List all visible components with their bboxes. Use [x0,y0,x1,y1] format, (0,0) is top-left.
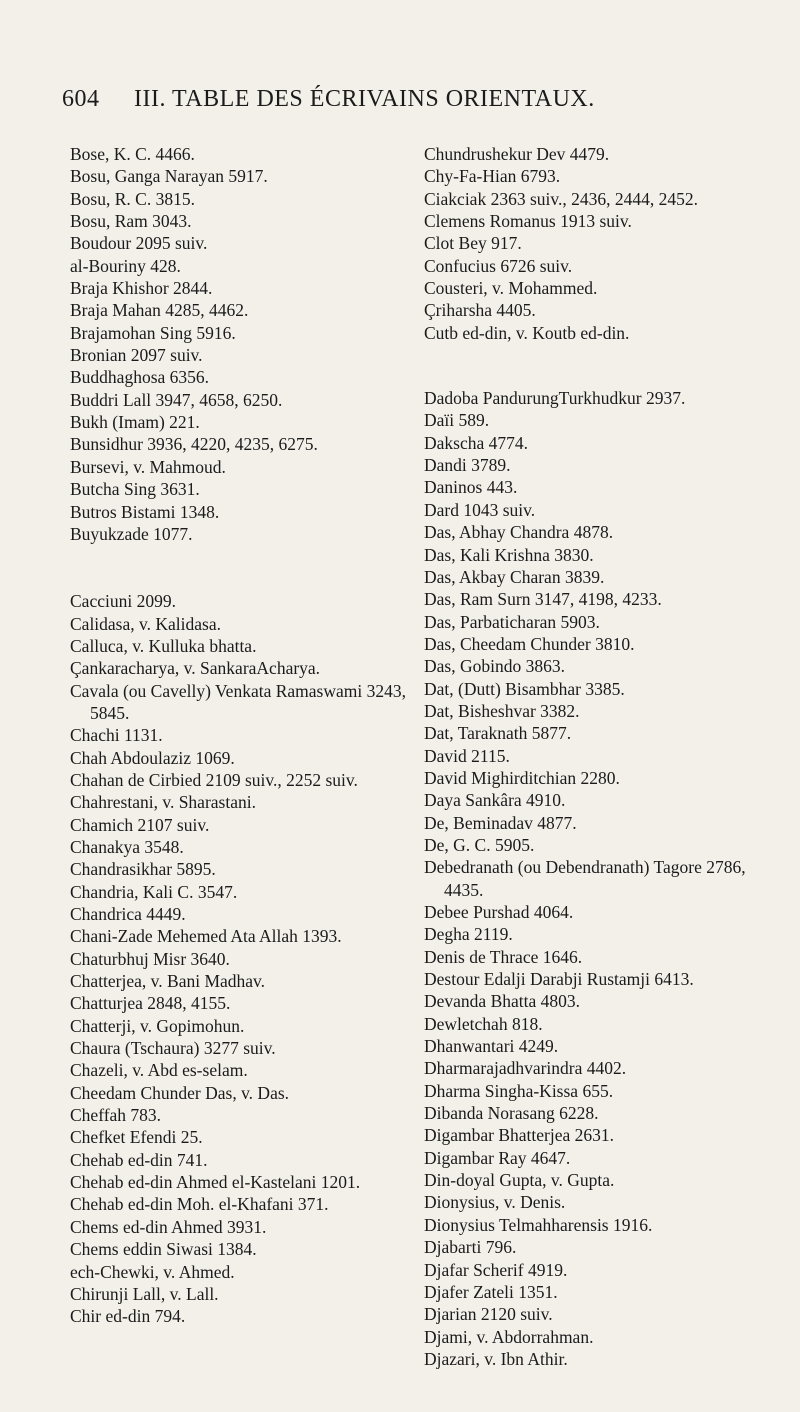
index-entry: Bunsidhur 3936, 4220, 4235, 6275. [70,434,318,455]
index-entry: Digambar Ray 4647. [424,1147,571,1168]
index-entry: Chy-Fa-Hian 6793. [424,166,561,187]
index-entry: Çriharsha 4405. [424,300,536,321]
index-entry: Das, Abhay Chandra 4878. [424,522,614,543]
index-entry: Dhanwantari 4249. [424,1036,559,1057]
index-entry: Chahan de Cirbied 2109 suiv., 2252 suiv. [70,769,358,790]
index-column-right [424,143,770,1370]
index-entry: Buyukzade 1077. [70,523,193,544]
index-entry: Clemens Romanus 1913 suiv. [424,211,632,232]
index-entry: Chaura (Tschaura) 3277 suiv. [70,1038,276,1059]
index-entry: Daïi 589. [424,410,490,431]
index-entry: Dionysius Telmahharensis 1916. [424,1214,653,1235]
page-number: 604 [62,86,100,112]
index-entry: Dharma Singha-Kissa 655. [424,1080,614,1101]
index-entry: Destour Edalji Darabji Rustamji 6413. [424,969,694,990]
index-entry: Chundrushekur Dev 4479. [424,144,610,164]
section-gap [70,545,410,590]
index-entry: Das, Ram Surn 3147, 4198, 4233. [424,589,662,610]
index-entry: David 2115. [424,745,510,766]
index-entry: David Mighirditchian 2280. [424,767,620,788]
index-entry: Djarian 2120 suiv. [424,1304,553,1325]
index-entry: Braja Khishor 2844. [70,278,213,299]
index-entry: Dewletchah 818. [424,1013,543,1034]
index-entry: Chani-Zade Mehemed Ata Allah 1393. [70,926,342,947]
index-entry: Dibanda Norasang 6228. [424,1103,599,1124]
index-entry: Chems eddin Siwasi 1384. [70,1239,257,1260]
index-entry: Bosu, Ganga Narayan 5917. [70,166,268,187]
index-entry: Chaturbhuj Misr 3640. [70,948,230,969]
index-entry: Clot Bey 917. [424,233,522,254]
index-entry: Djabarti 796. [424,1237,517,1258]
index-entry: Bose, K. C. 4466. [70,144,195,164]
index-entry: Dat, Taraknath 5877. [424,723,572,744]
index-entry: De, G. C. 5905. [424,834,535,855]
index-entry: Buddri Lall 3947, 4658, 6250. [70,389,283,410]
index-entry: Devanda Bhatta 4803. [424,991,580,1012]
index-entry: Calluca, v. Kulluka bhatta. [70,635,257,656]
index-entry: Boudour 2095 suiv. [70,233,208,254]
index-entry: Chanakya 3548. [70,836,184,857]
index-entry: Chirunji Lall, v. Lall. [70,1283,219,1304]
index-entry: Chazeli, v. Abd es-selam. [70,1060,248,1081]
page-title: III. TABLE DES ÉCRIVAINS ORIENTAUX. [134,86,595,112]
index-entry: Chahrestani, v. Sharastani. [70,792,256,813]
index-entry: Das, Akbay Charan 3839. [424,566,605,587]
index-entry: Debee Purshad 4064. [424,902,574,922]
index-entry: Das, Kali Krishna 3830. [424,544,594,565]
index-entry: Cheedam Chunder Das, v. Das. [70,1082,290,1103]
index-entry: Chatturjea 2848, 4155. [70,993,231,1014]
index-entry: Daya Sankâra 4910. [424,790,566,811]
index-entry: Djafer Zateli 1351. [424,1281,558,1302]
index-entry: Dat, Bisheshvar 3382. [424,700,580,721]
index-entry: Chems ed-din Ahmed 3931. [70,1216,267,1237]
index-entry: Dadoba PandurungTurkhudkur 2937. [424,388,686,409]
index-entry: Das, Parbaticharan 5903. [424,611,600,632]
index-entry: Bosu, Ram 3043. [70,211,192,232]
index-entry: Butcha Sing 3631. [70,479,200,500]
index-entry: Buddhaghosa 6356. [70,367,210,388]
index-entry: Din-doyal Gupta, v. Gupta. [424,1170,615,1191]
index-entry: Brajamohan Sing 5916. [70,322,236,343]
index-entry: Chamich 2107 suiv. [70,814,210,835]
index-entry: ech-Chewki, v. Ahmed. [70,1261,235,1282]
index-entry: Cavala (ou Cavelly) Venkata Ramaswami 3243, 5845. [70,680,406,723]
index-entry: Dakscha 4774. [424,432,529,453]
index-entry: Chachi 1131. [70,725,163,746]
index-entry: Chehab ed-din Moh. el-Khafani 371. [70,1194,329,1215]
index-entry: De, Beminadav 4877. [424,812,577,833]
page-header [62,86,762,113]
index-entry: Chatterji, v. Gopimohun. [70,1015,245,1036]
index-entry: Chandria, Kali C. 3547. [70,881,238,902]
index-entry: Chandrasikhar 5895. [70,859,216,880]
section-gap [424,344,770,387]
index-entry: Dandi 3789. [424,455,511,476]
index-entry: Dionysius, v. Denis. [424,1192,566,1213]
index-entry: Dard 1043 suiv. [424,499,536,520]
index-entry: Ciakciak 2363 suiv., 2436, 2444, 2452. [424,188,698,209]
index-column-left [70,143,410,1328]
index-entry: Bursevi, v. Mahmoud. [70,456,226,477]
index-entry: Degha 2119. [424,924,513,945]
index-entry: Cousteri, v. Mohammed. [424,278,598,299]
index-entry: Cacciuni 2099. [70,591,176,612]
index-entry: Daninos 443. [424,477,518,498]
index-entry: Chah Abdoulaziz 1069. [70,747,235,768]
index-entry: Dat, (Dutt) Bisambhar 3385. [424,678,625,699]
index-entry: Cheffah 783. [70,1105,162,1126]
index-entry: Braja Mahan 4285, 4462. [70,300,249,321]
index-entry: Bronian 2097 suiv. [70,345,203,366]
index-entry: Chatterjea, v. Bani Madhav. [70,971,266,992]
index-entry: Bukh (Imam) 221. [70,412,200,433]
index-entry: Chefket Efendi 25. [70,1127,203,1148]
index-entry: Djami, v. Abdorrahman. [424,1326,594,1347]
index-entry: Chehab ed-din Ahmed el-Kastelani 1201. [70,1172,361,1193]
index-entry: Digambar Bhatterjea 2631. [424,1125,615,1146]
index-entry: Djafar Scherif 4919. [424,1259,568,1280]
index-entry: Chir ed-din 794. [70,1306,186,1327]
index-entry: Djazari, v. Ibn Athir. [424,1348,568,1369]
index-entry: al-Bouriny 428. [70,255,181,276]
index-entry: Das, Cheedam Chunder 3810. [424,633,635,654]
index-entry: Dharmarajadhvarindra 4402. [424,1058,627,1079]
index-entry: Çankaracharya, v. SankaraAcharya. [70,658,321,679]
index-entry: Confucius 6726 suiv. [424,255,573,276]
index-entry: Cutb ed-din, v. Koutb ed-din. [424,322,630,343]
index-entry: Denis de Thrace 1646. [424,946,583,967]
index-entry: Bosu, R. C. 3815. [70,188,195,209]
index-entry: Calidasa, v. Kalidasa. [70,613,221,634]
index-entry: Das, Gobindo 3863. [424,656,565,677]
index-entry: Debedranath (ou Debendranath) Tagore 2786, 4435. [424,857,746,900]
index-entry: Chehab ed-din 741. [70,1149,208,1170]
index-entry: Butros Bistami 1348. [70,501,220,522]
index-entry: Chandrica 4449. [70,904,186,924]
